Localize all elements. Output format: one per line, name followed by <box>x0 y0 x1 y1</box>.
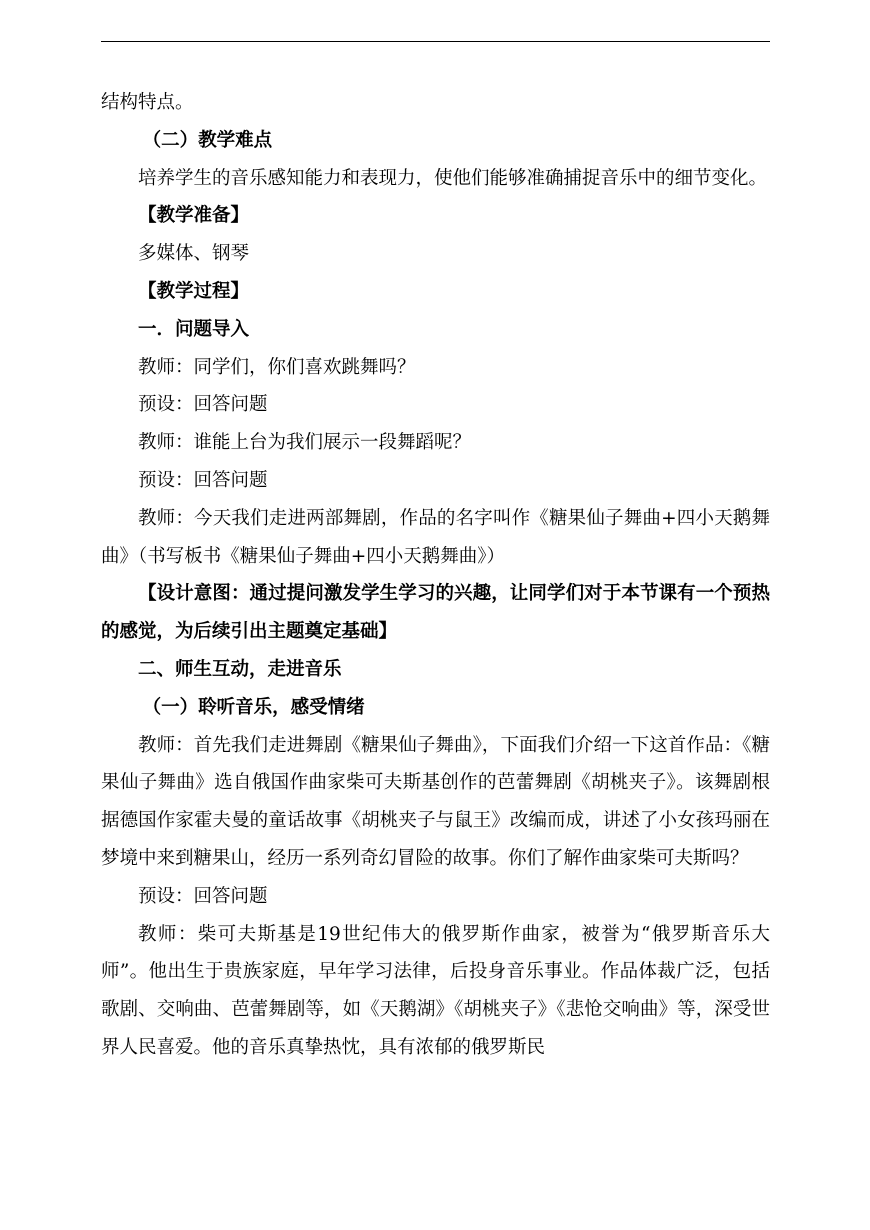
section-heading-process: 【教学过程】 <box>138 280 250 302</box>
dialogue-line: 预设：回答问题 <box>138 469 268 491</box>
section-heading-preparation: 【教学准备】 <box>138 205 250 227</box>
dialogue-line: 预设：回答问题 <box>138 885 268 907</box>
section-heading-intro: 一．问题导入 <box>138 318 250 340</box>
header-rule <box>101 41 770 42</box>
subsection-heading-listen: （一）聆听音乐，感受情绪 <box>142 696 365 718</box>
design-intent-note: 【设计意图：通过提问激发学生学习的兴趣，让同学们对于本节课有一个预热的感觉，为后续引出主题奠定基础】 <box>101 583 770 643</box>
paragraph: 结构特点。 <box>101 92 194 113</box>
dialogue-line: 教师：今天我们走进两部舞剧，作品的名字叫作《糖果仙子舞曲+四小天鹅舞曲》（书写板书《糖果仙子舞曲+四小天鹅舞曲》） <box>101 507 770 567</box>
dialogue-line: 教师：首先我们走进舞剧《糖果仙子舞曲》，下面我们介绍一下这首作品：《糖果仙子舞曲》选自俄国作曲家柴可夫斯基创作的芭蕾舞剧《胡桃夹子》。该舞剧根据德国作家霍夫曼的童话故事《胡桃夹子与鼠王》改编而成，讲述了小女孩玛丽在梦境中来到糖果山，经历一系列奇幻冒险的故事。你们了解作曲家柴可夫斯吗？ <box>101 734 770 869</box>
document-body <box>101 84 770 1067</box>
paragraph: 多媒体、钢琴 <box>138 243 250 265</box>
dialogue-line: 预设：回答问题 <box>138 394 268 416</box>
dialogue-line: 教师：柴可夫斯基是19世纪伟大的俄罗斯作曲家，被誉为“俄罗斯音乐大师”。他出生于贵族家庭，早年学习法律，后投身音乐事业。作品体裁广泛，包括歌剧、交响曲、芭蕾舞剧等，如《天鹅湖》《胡桃夹子》《悲怆交响曲》等，深受世界人民喜爱。他的音乐真挚热忱，具有浓郁的俄罗斯民 <box>101 923 770 1058</box>
dialogue-line: 教师：谁能上台为我们展示一段舞蹈呢？ <box>138 432 472 454</box>
section-heading-interaction: 二、师生互动，走进音乐 <box>138 658 342 680</box>
section-heading-difficulty: （二）教学难点 <box>142 129 273 151</box>
paragraph: 培养学生的音乐感知能力和表现力，使他们能够准确捕捉音乐中的细节变化。 <box>138 167 768 189</box>
dialogue-line: 教师：同学们，你们喜欢跳舞吗？ <box>138 356 416 378</box>
